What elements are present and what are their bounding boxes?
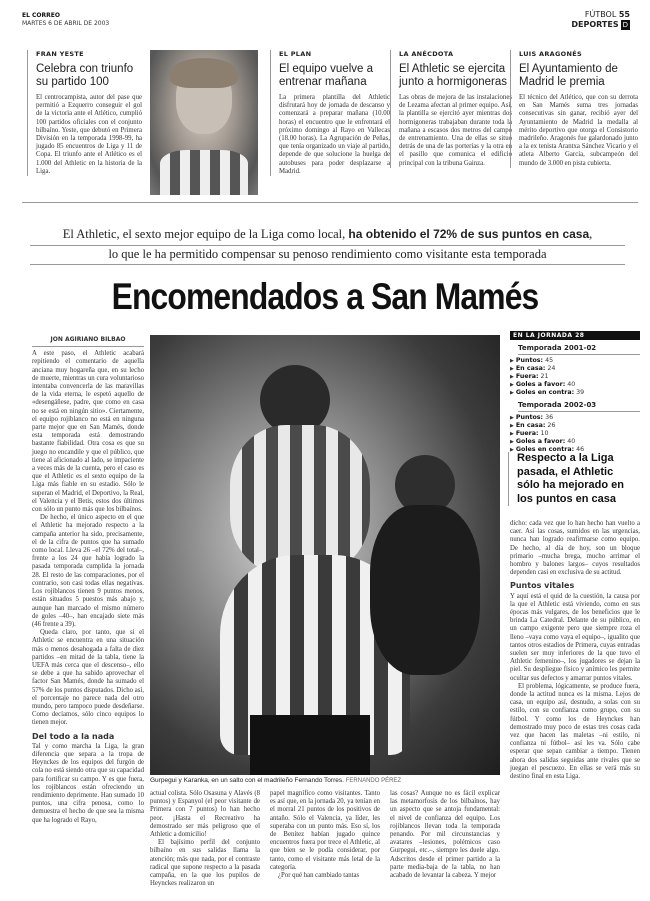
season-title: Temporada 2002-03: [518, 401, 640, 412]
pull-quote: Respecto a la Liga pasada, el Athletic sólo ha mejorado en los puntos en casa: [508, 452, 638, 506]
divider: [30, 264, 625, 265]
stat-row: ▶ Goles a favor: 40: [510, 438, 640, 446]
article-column-1: [32, 336, 144, 825]
paper-name: EL CORREO: [22, 12, 60, 19]
brief-plan: [270, 50, 390, 176]
brief-text: La primera plantilla del Athletic disfrutará hoy de jornada de descanso y comenzará a preparar mañana (10.00 horas) el encuentro que le enfrentará el próximo domingo al Rayo en Vallecas (18.00 horas). La Agrupación de Peñas, que tenía organizado un viaje al partido, depende de que solucione la huelga de autobuses para poder desplazarse a Madrid.: [279, 94, 390, 175]
paragraph: Y aquí está el quid de la cuestión, la causa por la que el Athletic está viviendo, como en sus épocas más vulgares, de los beneficios que le brinda La Catedral. Delante de su público, en un campo exigente pero que siempre roza el lleno –vaya como vaya el equipo–, igualito que tantos otros estadios de Primera, cuyas entradas suelen ser muy inferiores de la que tuvo el Athletic femenino–, los jugadores se dejan la piel. Su despliegue físico y anímico les permite ocultar sus defectos y amarrar puntos vitales.: [510, 592, 640, 682]
brief-text: El centrocampista, autor del pase que permitió a Ezquerro conseguir el gol de la victoria ante el Atlético, cumplió 100 partidos oficiales con el conjunto bilbaíno. Yeste, que debutó en Primera División en la temporada 1998-99, ha jugado 85 encuentros de Liga y 11 de Copa. El triunfo ante el Atlético es el 1.000 del Athletic en la historia de la Liga.: [36, 94, 142, 175]
brief-title: El Ayuntamiento de Madrid le premia: [519, 63, 618, 88]
paragraph: Tal y como marcha la Liga, la gran diferencia que separa a la tropa de Heynckes de los equipos del furgón de cola no está siendo otra que su capacidad para fortificar su campo. Y es que fuera, los rojiblancos están ofreciendo un rendimiento deprimente. Han sumado 10 puntos, una cifra penosa, como lo demuestra el hecho de que sea la misma que ha logrado el Rayo,: [32, 742, 144, 824]
deck-text: ,: [589, 227, 593, 241]
page-number: 55: [618, 10, 630, 19]
match-photo: [150, 335, 500, 775]
deck-highlight: ha obtenido el 72% de sus puntos en casa: [348, 227, 590, 241]
deck-text: El Athletic, el sexto mejor equipo de la Liga como local,: [62, 227, 349, 241]
deck-line-2: lo que le ha permitido compensar su penoso rendimiento como visitante esta temporada: [108, 247, 547, 261]
stat-row: ▶ Goles en contra: 39: [510, 389, 640, 397]
issue-date: MARTES 6 DE ABRIL DE 2003: [22, 20, 110, 27]
divider: [22, 202, 638, 203]
stat-row: ▶ Fuera: 10: [510, 430, 640, 438]
page-header: [571, 10, 630, 30]
paragraph: Queda claro, por tanto, que si el Athletic se encuentra en una situación más o menos desahogada a falta de diez partidos –en mitad de la tabla, tiene la UEFA más cerca que el descenso–, ello se debe a que ha sabido aprovechar el factor San Mamés, donde ha sumado el 57% de los puntos disputados. Dicho así, el porcentaje no parece nada del otro mundo, pero tampoco puede desdeñarse. Como decíamos, sólo cinco equipos lo tienen mejor.: [32, 629, 144, 727]
kicker: LUIS ARAGONÉS: [519, 50, 582, 58]
season-title: Temporada 2001-02: [518, 344, 640, 355]
paragraph: ¿Por qué han cambiado tantas: [278, 872, 360, 880]
brief-title: Celebra con triunfo su partido 100: [36, 63, 134, 88]
brief-title: El equipo vuelve a entrenar mañana: [279, 63, 373, 88]
paragraph: El problema, lógicamente, se produce fuera, donde la actitud nunca es la misma. Lejos de casa, un equipo así, desnudo, a solas con su estilo, con su confianza como grupo, con su fútbol. Y como los de Heynckes han demostrado muy poco de estas tres cosas cada vez que hacen las maletas –ni estilo, ni confianza ni fútbol– así les va. Sólo cabe esperar que sepan cambiar a tiempo. Tienen ahora dos salidas seguidas ante rivales que se juegan el pescuezo. En ellas se verá más su destino final en esta Liga.: [510, 682, 640, 781]
subheading: Del todo a la nada: [32, 731, 115, 741]
brief-text: El técnico del Atlético, que con su derrota en San Mamés suma tres jornadas consecutivas sin ganar, recibió ayer del Ayuntamiento de Madrid la medalla al mérito deportivo que otorga el Consistorio madrileño. Aragonés fue galardonado junto a la ex tenista Arantxa Sánchez Vicario y el atleta Alberto García, subcampeón del mundo de 3.000 en pista cubierta.: [519, 94, 638, 167]
paragraph: papel magnífico como visitantes. Tanto es así que, en la jornada 20, ya tenían en el morral 21 puntos de los positivos de antaño. Sólo el Valencia, ya líder, les superaba con un punto más. Eso sí, los de Benítez habían jugado quince encuentros fuera por trece el Athletic, al que bien se le podía considerar, por tanto, como el visitante más letal de la categoría.: [270, 790, 380, 871]
headline: Encomendados a San Mamés: [111, 276, 539, 317]
paragraph: De hecho, el único aspecto en el que el Athletic ha mejorado respecto a la campaña anterior ha sido, precisamente, el de la cifra de puntos que ha sumado como local. Lleva 26 –el 72% del total–, frente a los 24 que había logrado la pasada temporada cumplida la jornada 28. El resto de las comparaciones, por el contrario, son casi todas ellas negativas. Los rojiblancos tienen 9 puntos menos, están situados 5 puestos más abajo y, aunque han marcado el mismo número de goles –40–, han encajado siete más (46 frente a 39).: [32, 514, 144, 628]
brief-anecdota: [390, 50, 512, 168]
brief-title: El Athletic se ejercita junto a hormigoneras: [399, 63, 508, 88]
photo-credit: FERNANDO PÉREZ: [345, 778, 402, 784]
brief-aragones: [510, 50, 638, 168]
category: DEPORTES: [571, 20, 619, 29]
category-badge: D: [622, 21, 628, 29]
article-column-2: [150, 790, 260, 888]
photo-caption: [150, 777, 500, 784]
section-name: FÚTBOL: [584, 10, 617, 19]
kicker: LA ANÉCDOTA: [399, 50, 454, 58]
byline: JON AGIRIANO BILBAO: [32, 336, 144, 347]
subheading: Puntos vitales: [510, 581, 575, 591]
article-column-5: [510, 520, 640, 781]
kicker: EL PLAN: [279, 50, 312, 58]
stat-row: ▶ En casa: 26: [510, 422, 640, 430]
brief-text: Las obras de mejora de las instalaciones de Lezama afectan al primer equipo. Así, la plantilla se ejercitó ayer mientras dos hormigoneras trabajaban durante toda la mañana a escasos dos metros del campo de entrenamiento. Una de ellas se situó detrás de una de las porterías y la otra en el pasillo que comunica el edificio principal con la tribuna Gainza.: [399, 94, 512, 167]
paragraph: actual colista. Sólo Osasuna y Alavés (8 puntos) y Espanyol (el peor visitante de Primera con 7 puntos) lo han hecho peor. ¡Hasta el Recreativo ha demostrado ser más peligroso que el Athletic a domicilio!: [150, 790, 260, 839]
paragraph: las cosas? Aunque no es fácil explicar las metamorfosis de los bilbaínos, hay un aspecto que se antoja fundamental: el nivel de confianza del equipo. Los rojiblancos llevan toda la temporada penando. Por mil circunstancias y avatares –lesiones, polémicos caso Gurpegui, etc.–, siempre les duele algo. Adscritos desde el primer partido a la parte media-baja de la tabla, no han acabado de levantar la cabeza. Y mejor: [390, 790, 500, 880]
paragraph: A este paso, el Athletic acabará repitiendo el comentario de aquella anciana muy hogareña que, en su lecho de muerte, mientras un cura voluntarioso intentaba convencerla de las maravillas de la vida eterna, le espetó aquello de «desengáñese, padre, que como en casa no se está en ningún sitio». Ciertamente, el equipo rojiblanco no está en ninguna parte mejor que en San Mamés, donde esta temporada está demostrando bastante fiabilidad. Otra cosa es que su juego no encandile y que el público, que tiene al aficionado al lado, se impaciente a veces más de la cuenta, pero el caso es que el Athletic es el sexto equipo de la Liga más fiable en su estadio. Sólo le superan el Madrid, el Deportivo, la Real, el Valencia y el Betis, estos dos últimos con sólo un punto más que los bilbaínos.: [32, 350, 144, 514]
stats-title: EN LA JORNADA 28: [510, 331, 640, 340]
article-column-3: [270, 790, 380, 880]
deck-line-1: [30, 226, 625, 243]
stat-row: ▶ Puntos: 36: [510, 414, 640, 422]
stat-row: ▶ Fuera: 21: [510, 373, 640, 381]
paragraph: El bajísimo perfil del conjunto bilbaíno en sus salidas llama la atención; más que nada, por el contraste radical que supone respecto a la pasada campaña, en la que los pupilos de Heynckes realizaron un: [150, 839, 260, 888]
stat-row: ▶ En casa: 24: [510, 365, 640, 373]
kicker: FRAN YESTE: [36, 50, 84, 58]
stat-row: ▶ Puntos: 45: [510, 357, 640, 365]
paragraph: dicho: cada vez que lo han hecho han vuelto a caer. Así las cosas, sumidos en las urgencias, nunca han logrado reafirmarse como equipo. De hecho, al día de hoy, son un bloque primario –mucha brega, mucho arrimar el hombro y balones largos– cuyos resultados dependen casi en exclusiva de su actitud.: [510, 520, 640, 577]
masthead: [22, 12, 109, 28]
article-column-4: [390, 790, 500, 880]
stats-box: [510, 331, 640, 454]
player-photo-yeste: [150, 50, 258, 195]
brief-yeste: [27, 50, 142, 176]
caption-text: Gurpegui y Karanka, en un salto con el madrileño Fernando Torres.: [150, 777, 344, 784]
stat-row: ▶ Goles a favor: 40: [510, 381, 640, 389]
stat-row: ▶ Goles en contra: 46: [510, 446, 640, 454]
